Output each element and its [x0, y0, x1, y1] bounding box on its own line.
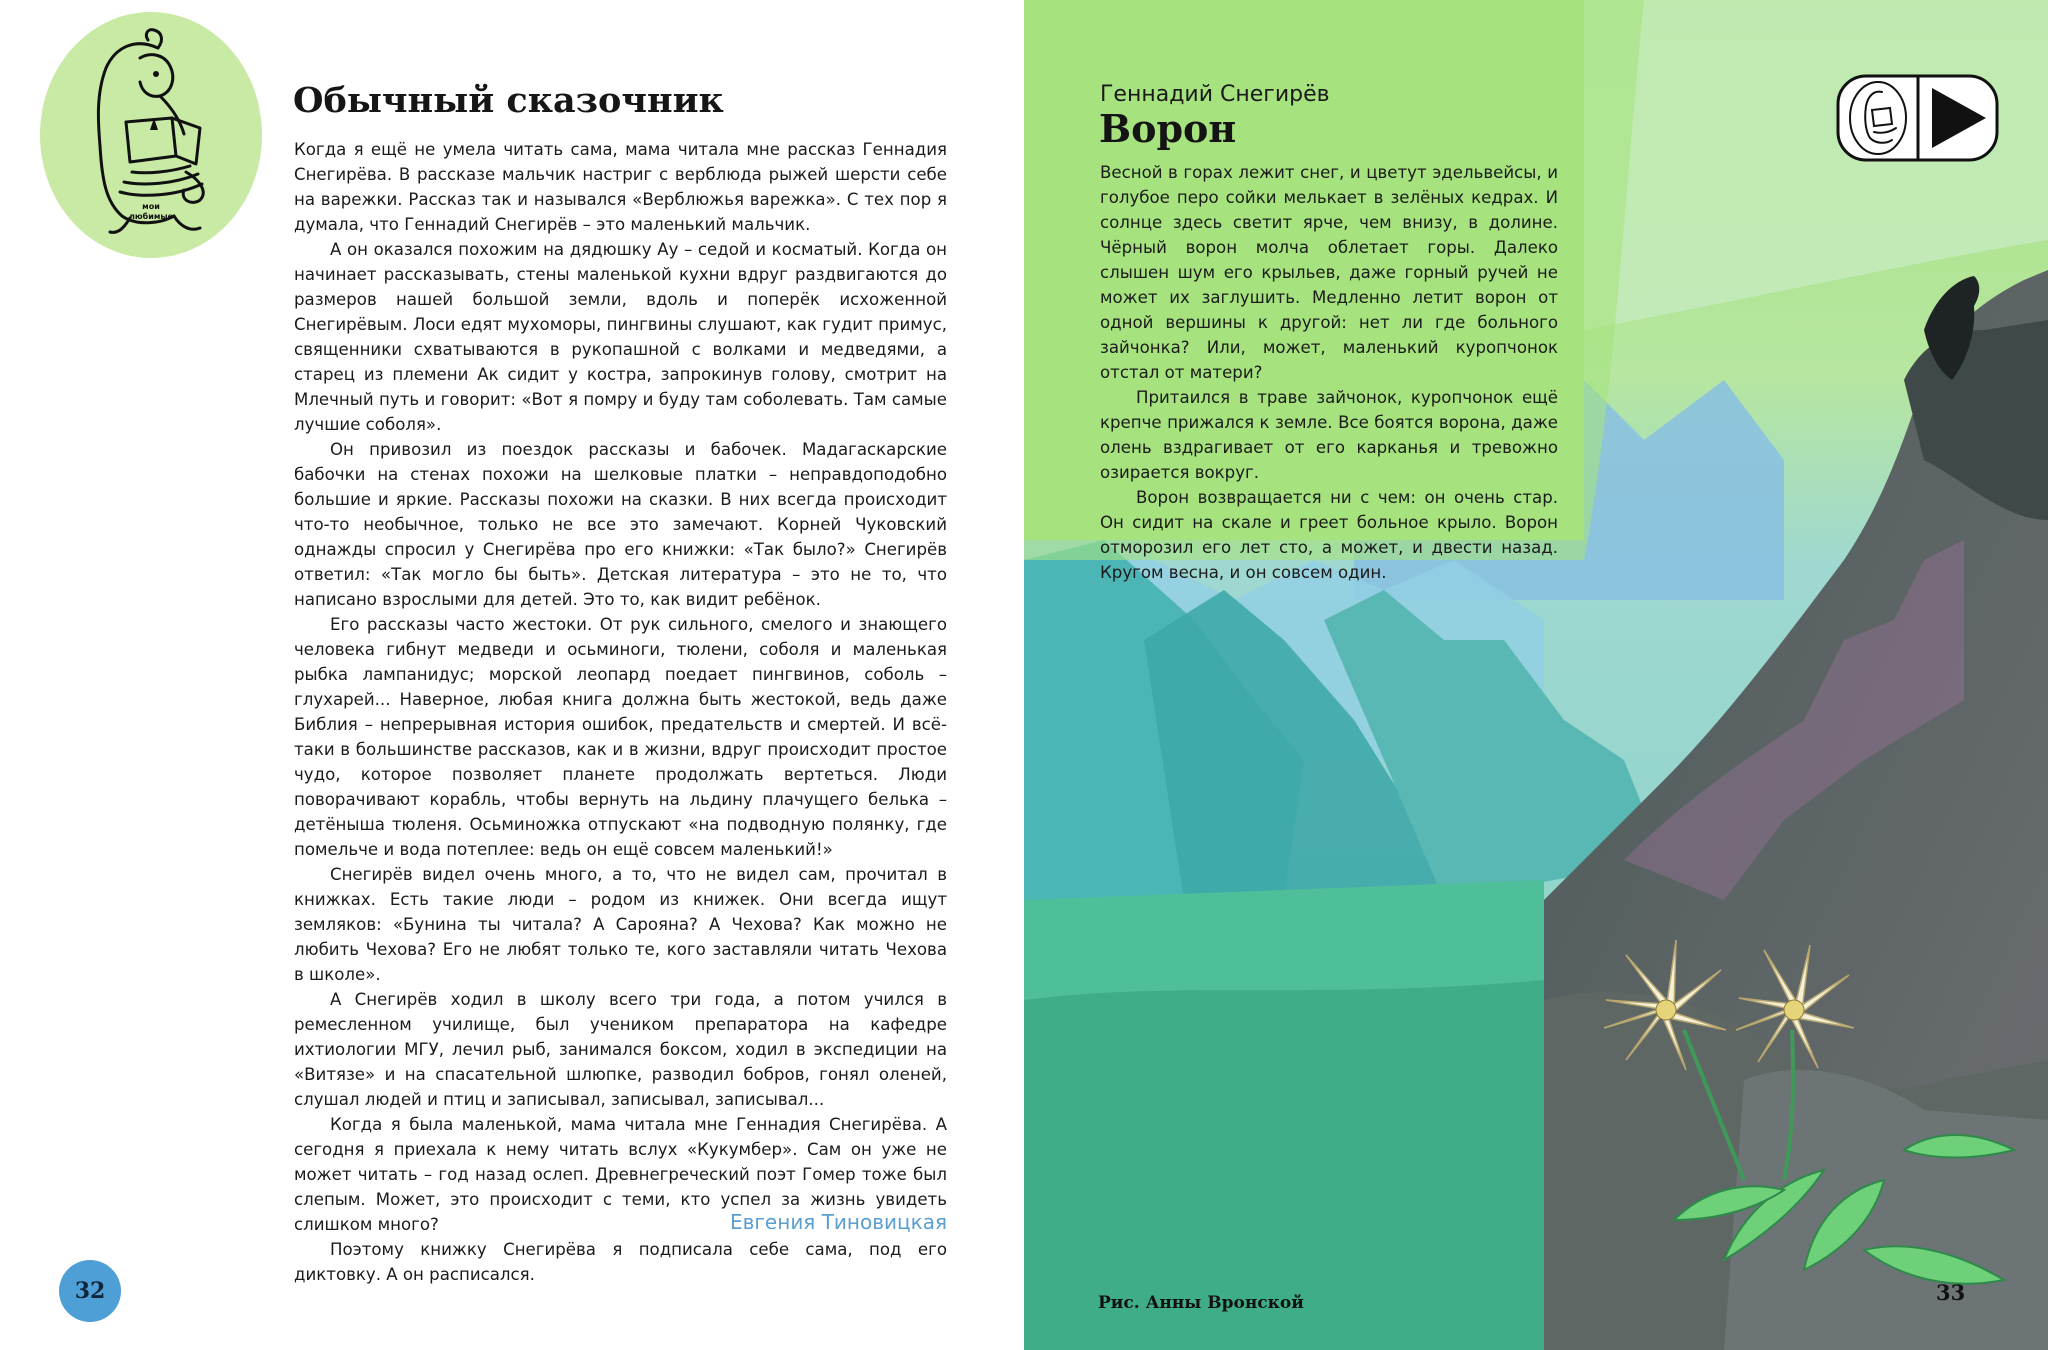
article-body — [294, 137, 947, 1287]
next-story-badge[interactable] — [1836, 74, 1999, 162]
article-paragraph: А он оказался похожим на дядюшку Ау – седой и косматый. Когда он начинает рассказывать, стены маленькой кухни вдруг раздвигаются до размеров нашей большой земли, вдоль и поперёк исхоженной Снегирёвым. Лоси едят мухоморы, пингвины слушают, как гудит примус, священники схватываются в рукопашной с волками и медведями, а старец из племени Ак сидит у костра, запрокинув голову, смотрит на Млечный путь и говорит: «Вот я помру и буду там соболевать. Там самые лучшие соболя». — [294, 240, 947, 434]
logo-caption-line1: мои — [142, 202, 160, 211]
story-author: Геннадий Снегирёв — [1100, 82, 1330, 107]
story-title: Ворон — [1099, 106, 1237, 151]
story-paragraph: Весной в горах лежит снег, и цветут эдельвейсы, и голубое перо сойки мелькает в зелёных кедрах. И солнце здесь светит ярче, чем внизу, в долине. Чёрный ворон молча облетает горы. Далеко слышен шум его крыльев, даже горный ручей не может их заглушить. Медленно летит ворон от одной вершины к другой: нет ли где больного зайчонка? Или, может, маленький куропчонок отстал от матери? — [1100, 163, 1558, 382]
article-title: Обычный сказочник — [293, 80, 724, 121]
section-logo — [40, 12, 262, 258]
article-paragraph: Когда я ещё не умела читать сама, мама читала мне рассказ Геннадия Снегирёва. В рассказе мальчик настриг с верблюда рыжей шерсти себе на варежки. Рассказ так и назывался «Верблюжья варежка». С тех пор я думала, что Геннадий Снегирёв – это маленький мальчик. — [294, 140, 947, 234]
reading-figure-icon — [40, 12, 262, 258]
page-number-right: 33 — [1936, 1280, 1966, 1305]
author-signature: Евгения Тиновицкая — [730, 1210, 947, 1234]
reading-figure-icon — [1850, 82, 1906, 154]
page-number-left: 32 — [59, 1260, 121, 1322]
article-paragraph: Он привозил из поездок рассказы и бабочек. Мадагаскарские бабочки на стенах похожи на шелковые платки – неправдоподобно большие и яркие. Рассказы похожи на сказки. В них всегда происходит что-то необычное, только не все это замечают. Корней Чуковский однажды спросил у Снегирёва про его книжки: «Так было?» Снегирёв ответил: «Так могло бы быть». Детская литература – это не то, что написано взрослыми для детей. Это то, как видит ребёнок. — [294, 440, 947, 609]
illustration-credit: Рис. Анны Вронской — [1098, 1293, 1304, 1313]
article-paragraph: Когда я была маленькой, мама читала мне Геннадия Снегирёва. А сегодня я приехала к нему читать вслух «Кукумбер». Сам он уже не может читать – год назад ослеп. Древнегреческий поэт Гомер тоже был слепым. Может, это происходит с теми, кто успел за жизнь увидеть слишком много? — [294, 1115, 947, 1234]
story-paragraph: Ворон возвращается ни с чем: он очень стар. Он сидит на скале и греет больное крыло. Ворон отморозил его лет сто, а может, и двести назад. Кругом весна, и он совсем один. — [1100, 488, 1558, 582]
article-paragraph: А Снегирёв ходил в школу всего три года, а потом учился в ремесленном училище, был учеником препаратора на кафедре ихтиологии МГУ, лечил рыб, занимался боксом, ходил в экспедиции на «Витязе» и на спасательной шлюпке, разводил бобров, гонял оленей, слушал людей и птиц и записывал, записывал, записывал... — [294, 990, 947, 1109]
story-paragraph: Притаился в траве зайчонок, куропчонок ещё крепче прижался к земле. Все боятся ворона, даже олень вздрагивает от его карканья и тревожно озирается вокруг. — [1100, 388, 1558, 482]
logo-caption-line2: любимые — [128, 212, 174, 221]
article-paragraph: Снегирёв видел очень много, а то, что не видел сам, прочитал в книжках. Есть такие люди – родом из книжек. Они всегда ищут земляков: «Бунина ты читала? А Сарояна? А Чехова? Как можно не любить Чехова? Его не любят только те, кого заставляли читать Чехова в школе». — [294, 865, 947, 984]
article-paragraph: Его рассказы часто жестоки. От рук сильного, смелого и знающего человека гибнут медведи и осьминоги, тюлени, соболя и маленькая рыбка лампанидус; морской леопард поедает пингвинов, соболь – глухарей... Наверное, любая книга должна быть жестокой, ведь даже Библия – непрерывная история ошибок, предательств и смертей. И всё-таки в большинстве рассказов, как и в жизни, вдруг происходит простое чудо, которое позволяет планете продолжать вертеться. Люди поворачивают корабль, чтобы вернуть на льдину плачущего белька – детёныша тюленя. Осьминожка отпускают «на подводную полянку, где помельче и вода потеплее: ведь он ещё совсем маленький!» — [294, 615, 947, 859]
story-body — [1100, 160, 1558, 585]
right-page — [1024, 0, 2048, 1350]
article-paragraph: Поэтому книжку Снегирёва я подписала себе сама, под его диктовку. А он расписался. — [294, 1240, 947, 1284]
